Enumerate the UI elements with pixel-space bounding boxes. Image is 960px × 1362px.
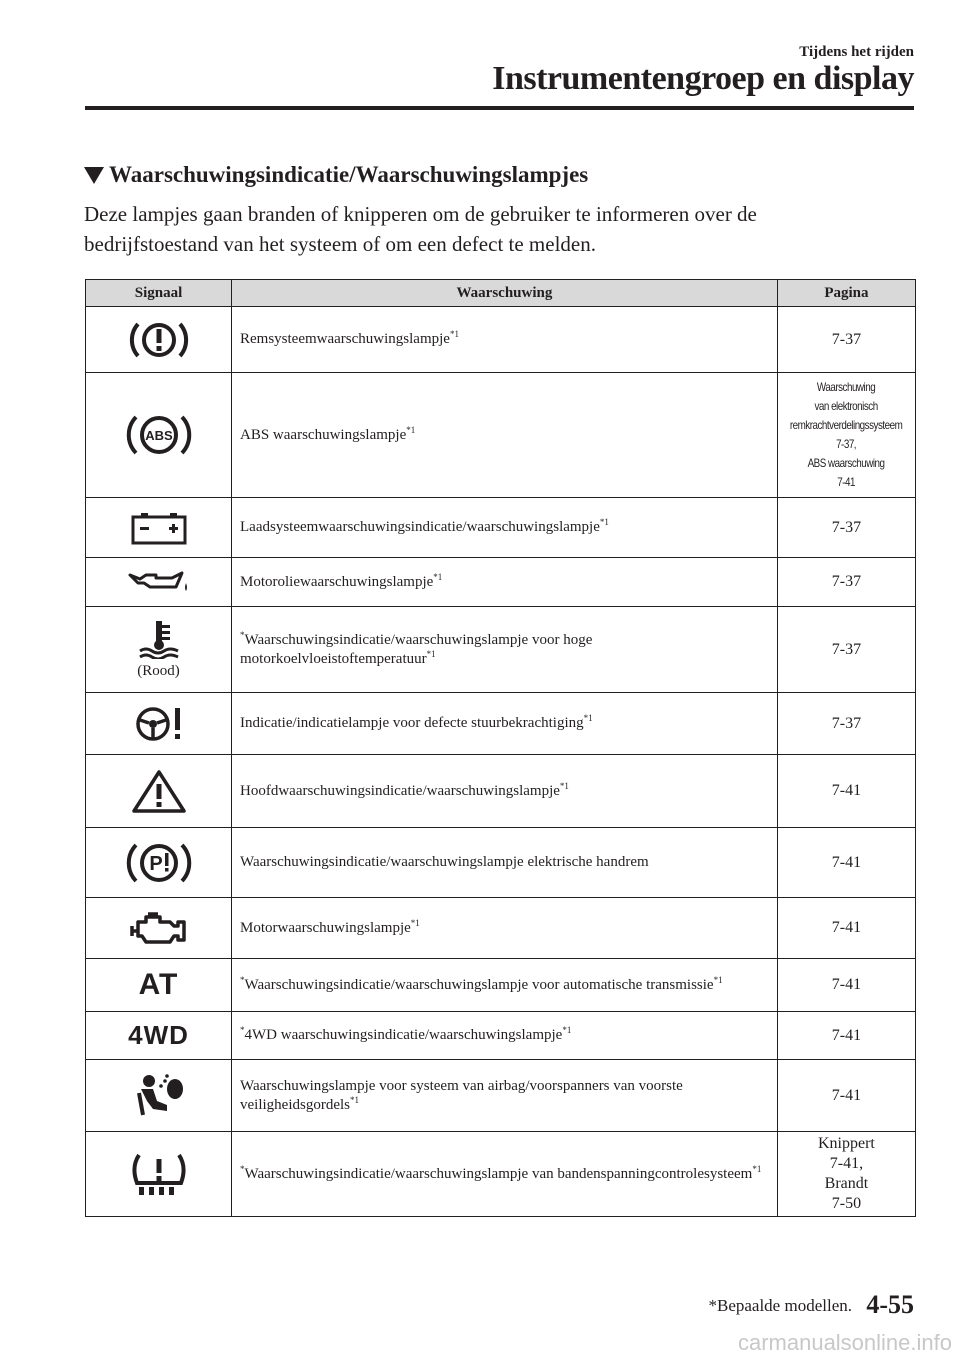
- page-ref: 7-41: [777, 755, 915, 828]
- coolant-temperature-icon: [134, 619, 184, 659]
- page-number: 4-55: [866, 1290, 914, 1319]
- header-divider: [85, 106, 914, 110]
- page-ref-line: 7-50: [831, 1195, 862, 1212]
- footnote-marker: *1: [433, 571, 443, 582]
- footnote-marker: *1: [406, 424, 416, 435]
- table-row: [86, 307, 916, 373]
- page-ref-line: Knippert: [818, 1135, 875, 1152]
- footnote-marker: *1: [713, 974, 723, 985]
- warning-text: Waarschuwingsindicatie/waarschuwingslampje van bandenspanningcontrolesysteem: [244, 1165, 753, 1182]
- header-page: Pagina: [777, 280, 915, 307]
- oil-can-icon: [126, 569, 192, 595]
- tire-pressure-icon: [129, 1151, 189, 1197]
- model-marker: *: [240, 974, 245, 985]
- warning-text: Motoroliewaarschuwingslampje: [240, 573, 434, 590]
- triangle-bullet-icon: [84, 167, 104, 184]
- page-ref: 7-37: [777, 693, 915, 755]
- page-ref: 7-37: [777, 498, 915, 558]
- warning-text: Hoofdwaarschuwingsindicatie/waarschuwingslampje: [240, 782, 560, 799]
- page-ref-line: Brandt: [824, 1175, 869, 1192]
- footnote-certain-models: *Bepaalde modellen.: [708, 1296, 852, 1315]
- page-title: Instrumentengroep en display: [492, 60, 914, 97]
- model-marker: *: [240, 1163, 245, 1174]
- table-row: [86, 1012, 916, 1060]
- watermark: carmanualsonline.info: [737, 1330, 952, 1355]
- svg-text:P: P: [148, 852, 163, 875]
- header-warning: Waarschuwing: [232, 280, 778, 307]
- page-ref-line: ABS waarschuwing: [807, 456, 885, 470]
- page-ref-line: van elektronisch: [814, 399, 879, 413]
- warning-text: Waarschuwingsindicatie/waarschuwingslampje voor hoge motorkoelvloeistoftemperatuur: [240, 631, 593, 667]
- table-row: [86, 1060, 916, 1132]
- footnote-marker: *1: [583, 713, 593, 723]
- page-ref: 7-37: [777, 607, 915, 693]
- model-marker: *: [240, 629, 245, 640]
- table-row: [86, 607, 916, 693]
- table-row: [86, 693, 916, 755]
- section-heading-text: Waarschuwingsindicatie/Waarschuwingslampjes: [109, 162, 589, 187]
- page-ref: 7-41: [777, 1012, 915, 1060]
- page-ref: [790, 373, 903, 498]
- page-ref: 7-41: [777, 1060, 915, 1132]
- warning-text: Laadsysteemwaarschuwingsindicatie/waarschuwingslampje: [240, 519, 600, 535]
- footnote-marker: *1: [599, 517, 609, 527]
- master-warning-triangle-icon: [131, 768, 187, 814]
- section-heading: [84, 162, 588, 188]
- footnote-marker: *1: [562, 1025, 572, 1035]
- page-ref-line: 7-41,: [829, 1155, 864, 1172]
- warning-text: Motorwaarschuwingslampje: [240, 919, 411, 936]
- table-row: [86, 898, 916, 959]
- page-ref: 7-41: [777, 959, 915, 1012]
- table-row: [86, 959, 916, 1012]
- footnote-marker: *1: [410, 917, 420, 928]
- table-row: [86, 1132, 916, 1217]
- brake-warning-icon: [128, 318, 190, 362]
- chapter-label: Tijdens het rijden: [799, 44, 914, 60]
- table-row: [86, 373, 916, 498]
- footnote-marker: *1: [426, 648, 436, 659]
- page-ref: 7-37: [777, 558, 915, 607]
- model-marker: *: [240, 1025, 245, 1035]
- 4wd-icon: 4WD: [128, 1020, 189, 1050]
- warning-text: ABS waarschuwingslampje: [240, 426, 407, 443]
- warning-text: 4WD waarschuwingsindicatie/waarschuwingslampje: [244, 1027, 563, 1043]
- warning-lights-table: [85, 279, 916, 1217]
- table-header-row: [86, 280, 916, 307]
- warning-text: Waarschuwingsindicatie/waarschuwingslampje elektrische handrem: [240, 854, 649, 870]
- footnote-marker: *1: [559, 780, 569, 791]
- page-ref-line: Waarschuwing: [817, 380, 876, 394]
- airbag-icon: [131, 1073, 187, 1119]
- table-row: [86, 828, 916, 898]
- intro-paragraph: Deze lampjes gaan branden of knipperen om de gebruiker te informeren over de bedrijfstoestand van het systeem of om een defect te melden.: [84, 202, 757, 256]
- table-row: [86, 755, 916, 828]
- footnote-marker: *1: [449, 329, 459, 339]
- page-ref: [777, 1132, 915, 1217]
- engine-check-icon: [128, 908, 190, 948]
- icon-color-label: (Rood): [137, 663, 180, 679]
- table-row: [86, 558, 916, 607]
- warning-text: Remsysteemwaarschuwingslampje: [240, 331, 450, 347]
- footnote-marker: *1: [752, 1163, 762, 1174]
- abs-warning-icon: [126, 411, 192, 459]
- battery-icon: [130, 511, 188, 545]
- table-row: [86, 498, 916, 558]
- page-ref-line: 7-41: [837, 475, 856, 489]
- svg-text:ABS: ABS: [144, 428, 173, 443]
- page-ref: 7-37: [777, 307, 915, 373]
- page-ref-line: 7-37,: [836, 437, 857, 451]
- page-ref-line: remkrachtverdelingssysteem: [790, 418, 903, 432]
- warning-text: Waarschuwingsindicatie/waarschuwingslampje voor automatische transmissie: [244, 976, 714, 993]
- parking-brake-warning-icon: [126, 839, 192, 887]
- page-ref: 7-41: [777, 898, 915, 959]
- page-ref: 7-41: [777, 828, 915, 898]
- footnote-marker: *1: [349, 1094, 359, 1105]
- warning-text: Indicatie/indicatielampje voor defecte stuurbekrachtiging: [240, 715, 584, 731]
- header-signal: Signaal: [86, 280, 232, 307]
- at-icon: AT: [138, 968, 179, 1001]
- steering-warning-icon: [133, 704, 185, 744]
- warning-text: Waarschuwingslampje voor systeem van airbag/voorspanners van voorste veiligheidsgordels: [240, 1077, 683, 1113]
